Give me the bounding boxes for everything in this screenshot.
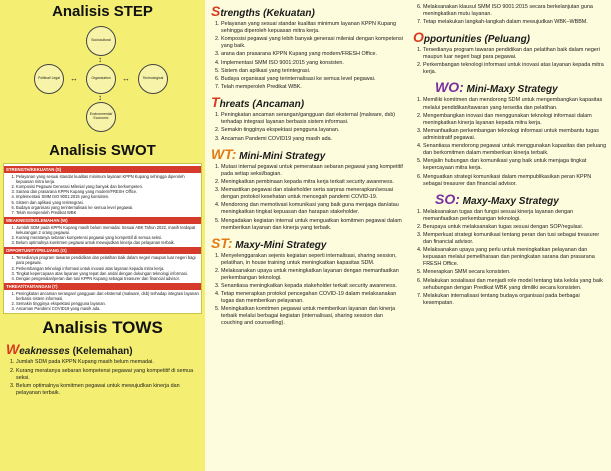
list-item: 3. Ancaman Pandemi COVID19 yang masih ada. [16, 306, 201, 311]
wo-heading: WO: Mini-Maxy Strategy [435, 79, 558, 96]
list-item: 2. Komposisi pegawai yang lebih banyak generasi milenial dengan kompetensi yang baik. [221, 36, 403, 50]
swot-section-list [16, 174, 201, 215]
list-item: 7. Telah memperoleh Predikat WBK. [221, 84, 403, 91]
list-item: 1. Jumlah SDM pada KPPN Kupang masih belum memadai. Sesuai ABK Tahun 2022, masih terdapat kekurangan 2 orang pegawai. [16, 225, 201, 235]
list-item: 2. Berupaya untuk melaksanakan tugas sesuai dengan SOP/regulasi. [423, 224, 607, 231]
list-item: 5. Meningkatkan komitmen pegawai untuk memberikan layanan dan kinerja terbaik melalui berbagai kegiatan (internalisasi, sharing session dan couching and counselling). [221, 306, 403, 327]
list-item: 4. Mendorong dan memotivasi komunikasi yang baik guna menjaga dan/atau meningkatkan tingkat kepuasan dan harapan stakeholder. [221, 202, 403, 216]
list-item: 4. Implementasi SMM ISO 9001:2015 yang konsisten. [221, 60, 403, 67]
list-item: 6. Menguatkan strategi komunikasi dalam mempublikasikan peran KPPN sebagai treasurer dan financial advisor. [423, 174, 607, 188]
list-item: 6. Melakukan sosialisasi dan menjadi role model tentang tata kelola yang baik sehubungan dengan Predikat WBK yang dimiliki secara konsisten. [423, 278, 607, 292]
list-item: 2. Meningkatkan pembinaan kepada mitra kerja terkait security awareness. [221, 179, 403, 186]
step-title: Analisis STEP [52, 3, 153, 20]
wt-heading: WT: Mini-Mini Strategy [211, 145, 326, 162]
swot-title: Analisis SWOT [49, 142, 156, 159]
tows-title: Analisis TOWS [42, 318, 163, 338]
list-item: 4. Dengan pengenalan/peran dan tusi KPPN Kupang sebagai treasurer dan financial advisor. [16, 276, 201, 281]
list-item: 3. Belum optimalnya komitmen pegawai untuk mewujudkan kinerja dan pelayanan terbaik. [16, 240, 201, 245]
swot-section-list [16, 291, 201, 311]
list-item: 6. Budaya organisasi yang terinternalisasi ke semua level pegawai. [221, 76, 403, 83]
list-item: 2. Perkembangan teknologi informasi untuk inovasi atas layanan kepada mitra kerja. [423, 62, 607, 76]
list-item: 1. Pelayanan yang sesuai standar kualitas minimum layanan KPPN Kupang sehingga diperoleh kepuasan mitra kerja. [16, 174, 201, 184]
list-item: 2. Mengembangkan inovasi dan menggunakan teknologi informasi dalam meningkatkan kinerja layanan kepada mitra kerja. [423, 113, 607, 127]
list-item: 3. Belum optimalnya komitmen pegawai untuk mewujudkan kinerja dan pelayanan terbaik. [16, 383, 201, 397]
list-item: 3. Senantiasa meningkatkan kepada stakeholder terkait security awareness. [221, 283, 403, 290]
threats-heading: Threats (Ancaman) [211, 94, 305, 111]
list-item: 1. Peningkatan ancaman serangan/gangguan dari eksternal (malware, dsb) terhadap integrasi layanan berbasis sistem informasi. [221, 112, 403, 126]
step-diagram [6, 24, 199, 136]
diagram-node: Sociocultural [86, 26, 116, 56]
list-item: 3. Memanfaatkan perkembangan teknologi informasi untuk membantu tugas administratif pegawai. [423, 128, 607, 142]
st-heading: ST: Maxy-Mini Strategy [211, 234, 327, 251]
st-strategy-list [221, 253, 403, 328]
diagram-node: Environmental/ Economic [86, 102, 116, 132]
list-item: 1. Jumlah SDM pada KPPN Kupang masih belum memadai. [16, 359, 201, 366]
opportunities-list [423, 47, 607, 76]
right-column [407, 0, 611, 471]
list-item: 1. Pelayanan yang sesuai standar kualitas minimum layanan KPPN Kupang sehingga diperoleh kepuasan mitra kerja. [221, 21, 403, 35]
list-item: 3. Memastikan pegawai dan stakeholder serta sarpras menerapkan/sesuai dengan protokol kesehatan untuk mencegah pandemi COVID-19. [221, 187, 403, 201]
arrow-left-icon: ↔ [70, 74, 78, 83]
swot-section-head: WEAKNESS/KELEMAHAN (W) [4, 217, 201, 224]
opportunities-heading: Opportunities (Peluang) [413, 29, 531, 46]
wt-strategy-list [221, 164, 403, 232]
list-item: 3. Tingkat kepercayaan atas layanan yang tepat dan andal dengan dukungan teknologi informasi. [16, 271, 201, 276]
so-strategy-list [423, 209, 607, 307]
list-item: 6. Budaya organisasi yang terinternalisasi ke semua level pegawai. [16, 205, 201, 210]
swot-section-list [16, 255, 201, 281]
list-item: 3. Sarana dan prasarana KPPN Kupang yang modern/FRESH Office. [16, 189, 201, 194]
swot-section-head: OPPORTUNITY/PELUANG (O) [4, 247, 201, 254]
list-item: 5. Sistem dan aplikasi yang terintegrasi. [221, 68, 403, 75]
arrow-down-icon: ↕ [98, 55, 102, 64]
arrow-right-icon: ↔ [122, 74, 130, 83]
list-item: 1. Melaksanakan tugas dan fungsi sesuai kinerja layanan dengan memanfaatkan perkembangan teknologi. [423, 209, 607, 223]
list-item: 4. Melaksanakan upaya yang perlu untuk meningkatkan pelayanan dan kepuasan melalui pemeliharaan dan peningkatan sarana dan prasarana FRESH Office. [423, 247, 607, 268]
left-column [0, 0, 205, 471]
strengths-continued-list [423, 4, 607, 26]
list-item: 3. Ancaman Pandemi COVID19 yang masih ada. [221, 136, 403, 143]
swot-table [3, 163, 202, 314]
list-item: 2. Kurang meratanya sebaran kompetensi pegawai yang kompetitif di semua seksi. [16, 235, 201, 240]
list-item: 5. Menerapkan SMM secara konsisten. [423, 269, 607, 276]
diagram-node: Organization [86, 64, 116, 94]
strengths-heading: Strengths (Kekuatan) [211, 3, 315, 19]
so-heading: SO: Maxy-Maxy Strategy [435, 190, 559, 207]
middle-column [205, 0, 407, 471]
list-item: 7. Telah memperoleh Predikat WBK [16, 210, 201, 215]
list-item: 5. Mengadakan kegiatan internal untuk menguatkan komitmen pegawai dalam memberikan layanan dan kinerja yang terbaik. [221, 218, 403, 232]
list-item: 4. Implementasi SMM ISO 9001:2015 yang konsisten. [16, 194, 201, 199]
list-item: 1. Peningkatan ancaman serangan/ gangguan dari eksternal (malware, dsb) terhadap integrasi layanan berbasis sistem informasi. [16, 291, 201, 301]
list-item: 1. Tersedianya program tawaran pendidikan dan pelatihan baik dalam negeri maupun luar negeri bagi para pegawai. [16, 255, 201, 265]
list-item: 1. Mutasi internal pegawai untuk pemerataan sebaran pegawai yang kompetitif pada setiap seksi/bagian. [221, 164, 403, 178]
list-item: 5. Sistem dan aplikasi yang terintegrasi. [16, 200, 201, 205]
threats-list [221, 112, 403, 142]
list-item: 2. Semakin tingginya ekspektasi pengguna layanan. [16, 301, 201, 306]
list-item: 1. Memiliki komitmen dan mendorong SDM untuk mengembangkan kapasitas melalui pendidikan/tawaran yang tersedia dan pelatihan. [423, 97, 607, 111]
arrow-up-icon: ↕ [98, 93, 102, 102]
swot-section-head: STRENGTH/KEKUATAN (S) [4, 166, 201, 173]
list-item: 7. Tetap melakukan langkah-langkah dalam mewujudkan WBK–WBBM. [423, 19, 607, 26]
list-item: 5. Menjalin hubungan dan komunikasi yang baik untuk menjaga tingkat kepercayaan mitra kerja. [423, 158, 607, 172]
swot-section-list [16, 225, 201, 245]
list-item: 4. Senantiasa mendorong pegawai untuk menggunakan kapasitas dan peluang dan berkomitmen dalam memberikan kinerja terbaik. [423, 143, 607, 157]
diagram-node: Political/ Legal [34, 64, 64, 94]
list-item: 2. Komposisi Pegawai Generasi Milenial yang banyak dan berkompeten. [16, 184, 201, 189]
list-item: 2. Kurang meratanya sebaran kompetensi pegawai yang kompetitif di semua seksi. [16, 368, 201, 382]
weakness-list [16, 359, 201, 396]
list-item: 1. Tersedianya program tawaran pendidikan dan pelatihan baik dalam negeri maupun luar negeri bagi para pegawai. [423, 47, 607, 61]
diagram-node: Technological [138, 64, 168, 94]
wo-strategy-list [423, 97, 607, 187]
list-item: 7. Melakukan internalisasi tentang budaya organisasi pada berbagai kesempatan. [423, 293, 607, 307]
list-item: 2. Semakin tingginya ekspektasi pengguna layanan. [221, 127, 403, 134]
list-item: 1. Menyelenggarakan sejenis kegiatan seperti internalisasi, sharing session, pelatihan, in house training untuk meningkatkan kapasitas SDM. [221, 253, 403, 267]
list-item: 4. Tetap menerapkan protokol pencegahan COVID-19 dalam melaksanakan tugas dan memberikan pelayanan. [221, 291, 403, 305]
strengths-list [221, 21, 403, 91]
swot-section-head: THREAT/TANTANGAN (T) [4, 283, 201, 290]
list-item: 3. Memperkuat strategi komunikasi tentang peran dan tusi sebagai treasurer dan financial advisor. [423, 232, 607, 246]
list-item: 2. Perkembangan teknologi informasi untuk inovasi atas layanan kepada mitra kerja. [16, 266, 201, 271]
list-item: 2. Melaksanakan upaya untuk meningkatkan layanan dengan memanfaatkan perkembangan teknologi. [221, 268, 403, 282]
list-item: 3. arana dan prasarana KPPN Kupang yang modern/FRESH Office. [221, 51, 403, 58]
weakness-heading: Weaknesses (Kelemahan) [6, 341, 133, 358]
list-item: 6. Melaksanakan klausul SMM ISO 9001:2015 secara berkelanjutan guna meningkatkan mutu layanan. [423, 4, 607, 18]
